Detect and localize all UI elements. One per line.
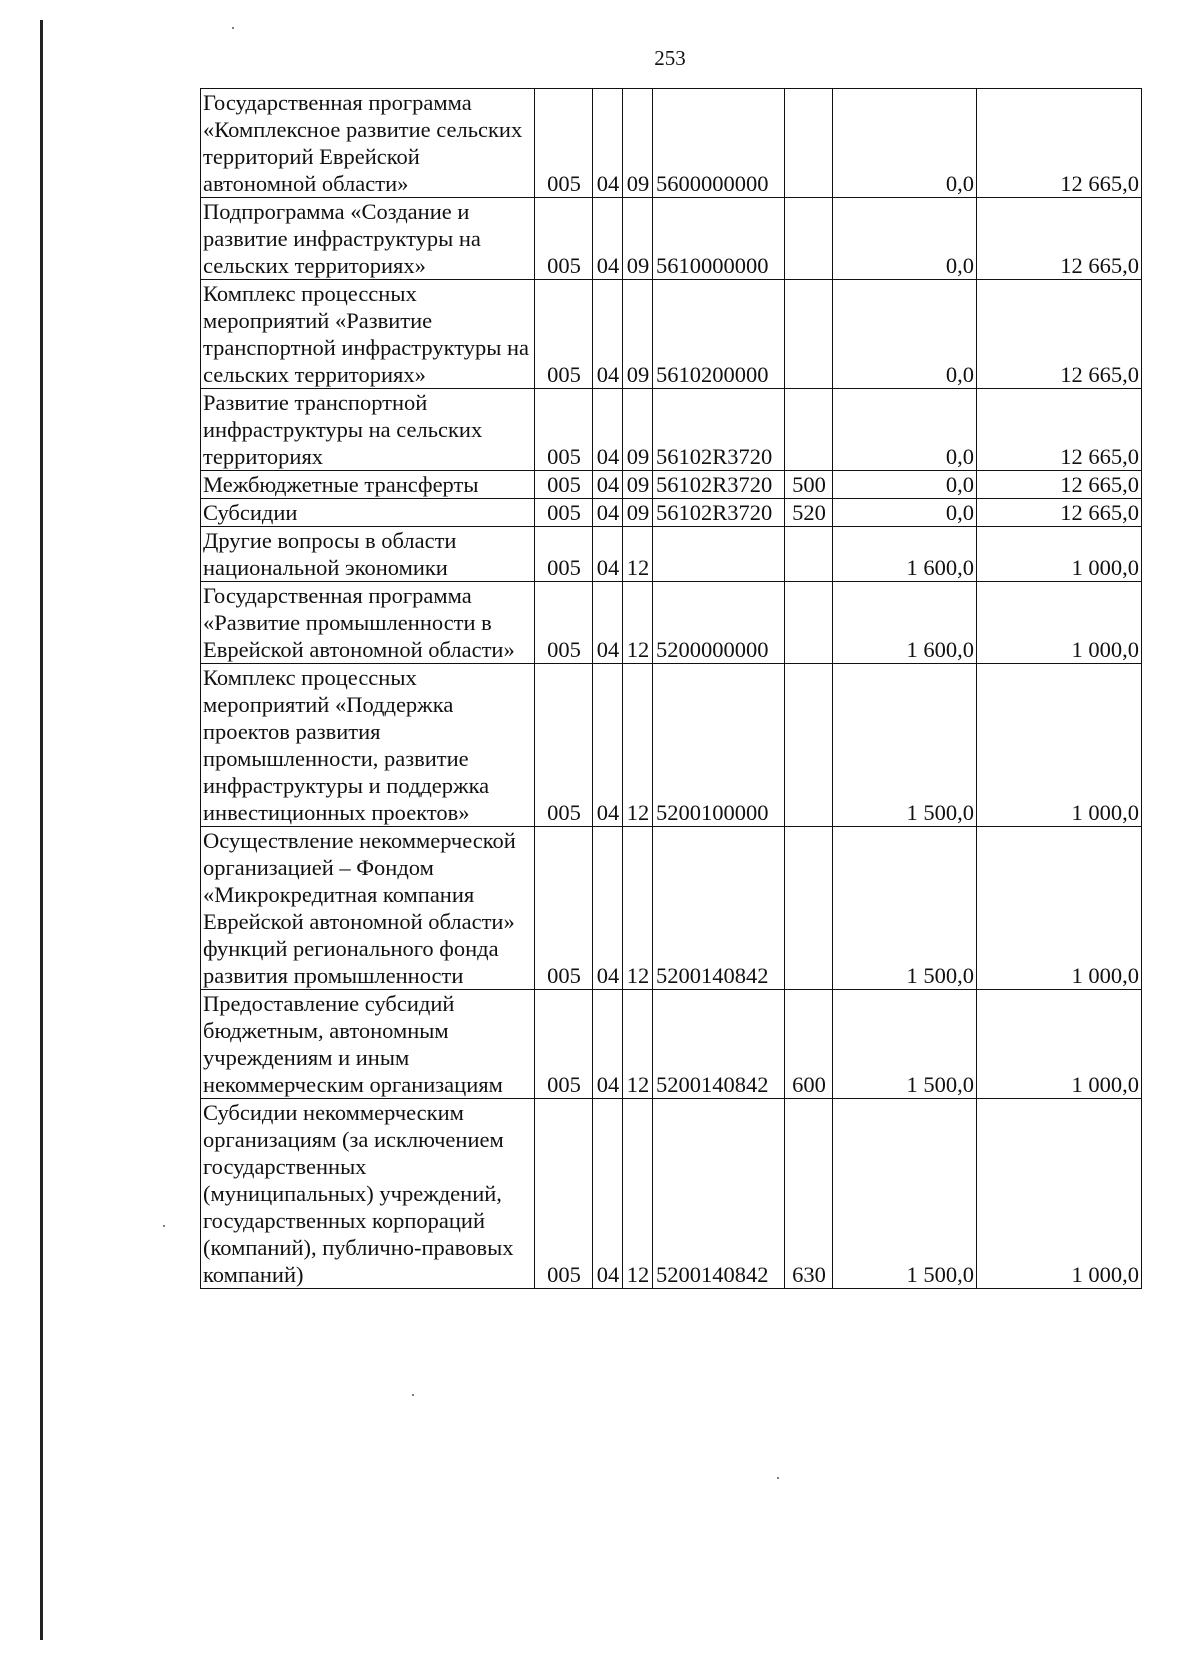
target-article-cell: 5610200000 xyxy=(653,280,785,389)
row-name-cell: Субсидии некоммерческим организациям (за исключением государственных (муниципальных) учреждений, государственных корпораций (компаний), публично-правовых компаний) xyxy=(201,1099,535,1289)
amount-year2-cell: 12 665,0 xyxy=(977,471,1142,499)
section-code-cell: 04 xyxy=(593,89,623,198)
amount-year2-cell: 1 000,0 xyxy=(977,527,1142,582)
section-code-cell: 04 xyxy=(593,664,623,827)
table-row xyxy=(201,827,1142,990)
amount-year1-cell: 0,0 xyxy=(833,499,977,527)
amount-year1-cell: 1 500,0 xyxy=(833,990,977,1099)
expense-type-cell xyxy=(785,389,833,471)
expense-type-cell: 520 xyxy=(785,499,833,527)
section-code-cell: 04 xyxy=(593,389,623,471)
expense-type-cell xyxy=(785,527,833,582)
section-code-cell: 04 xyxy=(593,198,623,280)
amount-year1-cell: 1 600,0 xyxy=(833,527,977,582)
target-article-cell: 56102R3720 xyxy=(653,471,785,499)
amount-year2-cell: 1 000,0 xyxy=(977,582,1142,664)
scan-speck xyxy=(777,1477,779,1479)
amount-year1-cell: 1 500,0 xyxy=(833,1099,977,1289)
subsection-code-cell: 09 xyxy=(623,89,653,198)
target-article-cell: 5200140842 xyxy=(653,990,785,1099)
expense-type-cell: 500 xyxy=(785,471,833,499)
subsection-code-cell: 09 xyxy=(623,471,653,499)
ministry-code-cell: 005 xyxy=(535,827,593,990)
scan-speck xyxy=(232,27,234,29)
target-article-cell: 5610000000 xyxy=(653,198,785,280)
budget-table-body xyxy=(201,89,1142,1289)
row-name-cell: Другие вопросы в области национальной экономики xyxy=(201,527,535,582)
target-article-cell: 5200140842 xyxy=(653,1099,785,1289)
ministry-code-cell: 005 xyxy=(535,198,593,280)
scan-speck xyxy=(412,1394,414,1396)
amount-year1-cell: 1 600,0 xyxy=(833,582,977,664)
table-row xyxy=(201,471,1142,499)
amount-year2-cell: 12 665,0 xyxy=(977,389,1142,471)
section-code-cell: 04 xyxy=(593,990,623,1099)
amount-year1-cell: 0,0 xyxy=(833,198,977,280)
row-name-cell: Развитие транспортной инфраструктуры на сельских территориях xyxy=(201,389,535,471)
section-code-cell: 04 xyxy=(593,280,623,389)
expense-type-cell xyxy=(785,827,833,990)
expense-type-cell xyxy=(785,582,833,664)
target-article-cell: 56102R3720 xyxy=(653,499,785,527)
row-name-cell: Комплекс процессных мероприятий «Поддержка проектов развития промышленности, развитие инфраструктуры и поддержка инвестиционных проектов» xyxy=(201,664,535,827)
amount-year1-cell: 0,0 xyxy=(833,89,977,198)
section-code-cell: 04 xyxy=(593,527,623,582)
ministry-code-cell: 005 xyxy=(535,582,593,664)
row-name-cell: Государственная программа «Развитие промышленности в Еврейской автономной области» xyxy=(201,582,535,664)
subsection-code-cell: 09 xyxy=(623,198,653,280)
subsection-code-cell: 09 xyxy=(623,389,653,471)
target-article-cell: 56102R3720 xyxy=(653,389,785,471)
subsection-code-cell: 12 xyxy=(623,664,653,827)
expense-type-cell xyxy=(785,89,833,198)
amount-year2-cell: 1 000,0 xyxy=(977,664,1142,827)
subsection-code-cell: 12 xyxy=(623,1099,653,1289)
budget-table xyxy=(200,88,1142,1289)
table-row xyxy=(201,389,1142,471)
target-article-cell: 5200000000 xyxy=(653,582,785,664)
table-row xyxy=(201,990,1142,1099)
amount-year2-cell: 1 000,0 xyxy=(977,827,1142,990)
subsection-code-cell: 09 xyxy=(623,280,653,389)
row-name-cell: Подпрограмма «Создание и развитие инфраструктуры на сельских территориях» xyxy=(201,198,535,280)
amount-year1-cell: 0,0 xyxy=(833,280,977,389)
ministry-code-cell: 005 xyxy=(535,1099,593,1289)
row-name-cell: Комплекс процессных мероприятий «Развитие транспортной инфраструктуры на сельских территориях» xyxy=(201,280,535,389)
table-row xyxy=(201,198,1142,280)
subsection-code-cell: 12 xyxy=(623,527,653,582)
amount-year2-cell: 12 665,0 xyxy=(977,198,1142,280)
target-article-cell xyxy=(653,527,785,582)
expense-type-cell: 600 xyxy=(785,990,833,1099)
amount-year2-cell: 1 000,0 xyxy=(977,990,1142,1099)
expense-type-cell xyxy=(785,198,833,280)
amount-year1-cell: 1 500,0 xyxy=(833,827,977,990)
section-code-cell: 04 xyxy=(593,471,623,499)
table-row xyxy=(201,527,1142,582)
ministry-code-cell: 005 xyxy=(535,990,593,1099)
table-row xyxy=(201,1099,1142,1289)
amount-year2-cell: 12 665,0 xyxy=(977,499,1142,527)
table-row xyxy=(201,89,1142,198)
section-code-cell: 04 xyxy=(593,1099,623,1289)
ministry-code-cell: 005 xyxy=(535,280,593,389)
ministry-code-cell: 005 xyxy=(535,389,593,471)
target-article-cell: 5600000000 xyxy=(653,89,785,198)
table-row xyxy=(201,499,1142,527)
subsection-code-cell: 09 xyxy=(623,499,653,527)
amount-year1-cell: 1 500,0 xyxy=(833,664,977,827)
page-number: 253 xyxy=(654,46,686,70)
scan-speck xyxy=(163,1225,165,1227)
target-article-cell: 5200100000 xyxy=(653,664,785,827)
row-name-cell: Государственная программа «Комплексное развитие сельских территорий Еврейской автономной области» xyxy=(201,89,535,198)
page-edge-line xyxy=(40,20,43,1640)
amount-year2-cell: 1 000,0 xyxy=(977,1099,1142,1289)
amount-year1-cell: 0,0 xyxy=(833,389,977,471)
table-row xyxy=(201,664,1142,827)
subsection-code-cell: 12 xyxy=(623,990,653,1099)
amount-year2-cell: 12 665,0 xyxy=(977,280,1142,389)
table-row xyxy=(201,582,1142,664)
expense-type-cell: 630 xyxy=(785,1099,833,1289)
expense-type-cell xyxy=(785,664,833,827)
table-row xyxy=(201,280,1142,389)
expense-type-cell xyxy=(785,280,833,389)
ministry-code-cell: 005 xyxy=(535,499,593,527)
amount-year1-cell: 0,0 xyxy=(833,471,977,499)
section-code-cell: 04 xyxy=(593,499,623,527)
ministry-code-cell: 005 xyxy=(535,527,593,582)
row-name-cell: Межбюджетные трансферты xyxy=(201,471,535,499)
ministry-code-cell: 005 xyxy=(535,89,593,198)
subsection-code-cell: 12 xyxy=(623,582,653,664)
row-name-cell: Предоставление субсидий бюджетным, автономным учреждениям и иным некоммерческим организациям xyxy=(201,990,535,1099)
ministry-code-cell: 005 xyxy=(535,664,593,827)
target-article-cell: 5200140842 xyxy=(653,827,785,990)
section-code-cell: 04 xyxy=(593,827,623,990)
row-name-cell: Субсидии xyxy=(201,499,535,527)
row-name-cell: Осуществление некоммерческой организацией – Фондом «Микрокредитная компания Еврейской автономной области» функций регионального фонда развития промышленности xyxy=(201,827,535,990)
subsection-code-cell: 12 xyxy=(623,827,653,990)
ministry-code-cell: 005 xyxy=(535,471,593,499)
amount-year2-cell: 12 665,0 xyxy=(977,89,1142,198)
section-code-cell: 04 xyxy=(593,582,623,664)
